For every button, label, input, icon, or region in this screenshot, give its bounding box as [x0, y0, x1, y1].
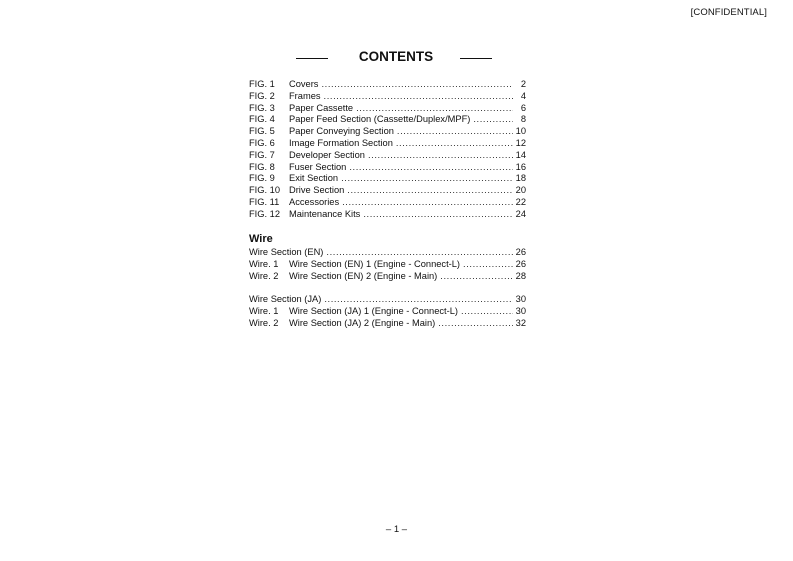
toc-entry[interactable] — [249, 173, 526, 185]
toc-entry[interactable] — [249, 271, 526, 283]
figure-contents-list — [249, 79, 526, 221]
toc-entry-label: Wire Section (EN) 2 (Engine - Main) — [289, 271, 440, 283]
toc-entry-page: 20 — [515, 185, 526, 196]
toc-entry-number: FIG. 10 — [249, 185, 281, 196]
toc-entry-label: Covers — [289, 79, 321, 91]
toc-entry[interactable] — [249, 114, 526, 126]
toc-entry-page: 18 — [515, 173, 526, 184]
toc-leader-dots — [347, 185, 512, 197]
toc-entry-number: FIG. 4 — [249, 114, 275, 125]
toc-entry[interactable] — [249, 259, 526, 271]
toc-entry-page: 16 — [515, 161, 526, 172]
toc-entry-page: 28 — [515, 270, 526, 281]
toc-entry-label: Paper Feed Section (Cassette/Duplex/MPF) — [289, 114, 473, 126]
toc-leader-dots — [321, 79, 513, 91]
toc-leader-dots — [342, 197, 513, 209]
toc-entry-label: Fuser Section — [289, 162, 349, 174]
toc-leader-dots — [461, 306, 513, 318]
toc-leader-dots — [324, 294, 512, 306]
toc-entry[interactable] — [249, 126, 526, 138]
toc-leader-dots — [440, 271, 512, 283]
toc-entry-number: FIG. 2 — [249, 90, 275, 101]
toc-leader-dots — [438, 318, 512, 330]
toc-entry[interactable] — [249, 150, 526, 162]
toc-entry-number: FIG. 9 — [249, 173, 275, 184]
toc-entry-label: Wire Section (JA) 2 (Engine - Main) — [289, 318, 438, 330]
toc-leader-dots — [326, 247, 512, 259]
toc-entry-number: FIG. 5 — [249, 126, 275, 137]
toc-entry[interactable] — [249, 209, 526, 221]
toc-entry-page: 6 — [520, 102, 526, 113]
toc-entry-number: FIG. 8 — [249, 161, 275, 172]
toc-entry-page: 22 — [515, 196, 526, 207]
toc-entry-number: FIG. 7 — [249, 149, 275, 160]
toc-leader-dots — [324, 91, 513, 103]
toc-leader-dots — [341, 173, 513, 185]
toc-entry-label: Wire Section (JA) — [249, 294, 324, 306]
toc-entry-page: 30 — [515, 305, 526, 316]
toc-entry-number: FIG. 1 — [249, 79, 275, 89]
page-number: – 1 – — [385, 524, 408, 535]
toc-entry-number: Wire. 1 — [249, 305, 279, 316]
toc-entry-label: Exit Section — [289, 173, 341, 185]
toc-entry-label: Accessories — [289, 197, 342, 209]
toc-entry-label: Developer Section — [289, 150, 368, 162]
toc-entry-number: Wire. 1 — [249, 258, 279, 269]
confidential-label: [CONFIDENTIAL] — [690, 7, 767, 18]
toc-entry-number: FIG. 6 — [249, 137, 275, 148]
contents-title: CONTENTS — [358, 49, 434, 64]
toc-entry-page: 4 — [520, 90, 526, 101]
toc-entry[interactable] — [249, 162, 526, 174]
toc-entry[interactable] — [249, 91, 526, 103]
toc-leader-dots — [368, 150, 513, 162]
toc-entry-label: Paper Cassette — [289, 103, 356, 115]
title-rule-right — [460, 58, 492, 59]
toc-entry-page: 26 — [515, 247, 526, 257]
toc-entry[interactable] — [249, 197, 526, 209]
toc-entry-label: Drive Section — [289, 185, 347, 197]
toc-leader-dots — [356, 103, 513, 115]
toc-entry-page: 24 — [515, 208, 526, 219]
toc-entry[interactable] — [249, 103, 526, 115]
toc-entry-number: FIG. 3 — [249, 102, 275, 113]
toc-entry-page: 12 — [515, 137, 526, 148]
contents-title-block — [296, 48, 496, 68]
toc-entry-label: Paper Conveying Section — [289, 126, 397, 138]
toc-entry[interactable] — [249, 138, 526, 150]
toc-entry-page: 32 — [515, 317, 526, 328]
toc-entry-page: 2 — [520, 79, 526, 89]
wire-ja-contents-list — [249, 294, 526, 329]
toc-entry[interactable] — [249, 247, 526, 259]
toc-entry[interactable] — [249, 318, 526, 330]
toc-entry-number: Wire. 2 — [249, 270, 279, 281]
toc-leader-dots — [396, 138, 513, 150]
wire-en-contents-list — [249, 247, 526, 282]
toc-entry-page: 30 — [515, 294, 526, 304]
toc-leader-dots — [473, 114, 513, 126]
toc-entry-page: 26 — [515, 258, 526, 269]
toc-entry[interactable] — [249, 294, 526, 306]
toc-entry-label: Wire Section (EN) — [249, 247, 326, 259]
toc-entry-label: Frames — [289, 91, 324, 103]
toc-entry-number: Wire. 2 — [249, 317, 279, 328]
toc-leader-dots — [349, 162, 512, 174]
toc-entry-label: Image Formation Section — [289, 138, 396, 150]
toc-entry-page: 8 — [520, 114, 526, 125]
toc-entry-label: Maintenance Kits — [289, 209, 363, 221]
toc-leader-dots — [463, 259, 513, 271]
toc-entry-label: Wire Section (JA) 1 (Engine - Connect-L) — [289, 306, 461, 318]
wire-heading: Wire — [249, 233, 273, 245]
toc-leader-dots — [397, 126, 513, 138]
toc-entry-number: FIG. 11 — [249, 196, 280, 207]
toc-entry-number: FIG. 12 — [249, 208, 281, 219]
toc-entry-page: 14 — [515, 149, 526, 160]
toc-entry-label: Wire Section (EN) 1 (Engine - Connect-L) — [289, 259, 463, 271]
toc-leader-dots — [363, 209, 512, 221]
toc-entry[interactable] — [249, 185, 526, 197]
toc-entry[interactable] — [249, 79, 526, 91]
toc-entry[interactable] — [249, 306, 526, 318]
toc-entry-page: 10 — [515, 126, 526, 137]
